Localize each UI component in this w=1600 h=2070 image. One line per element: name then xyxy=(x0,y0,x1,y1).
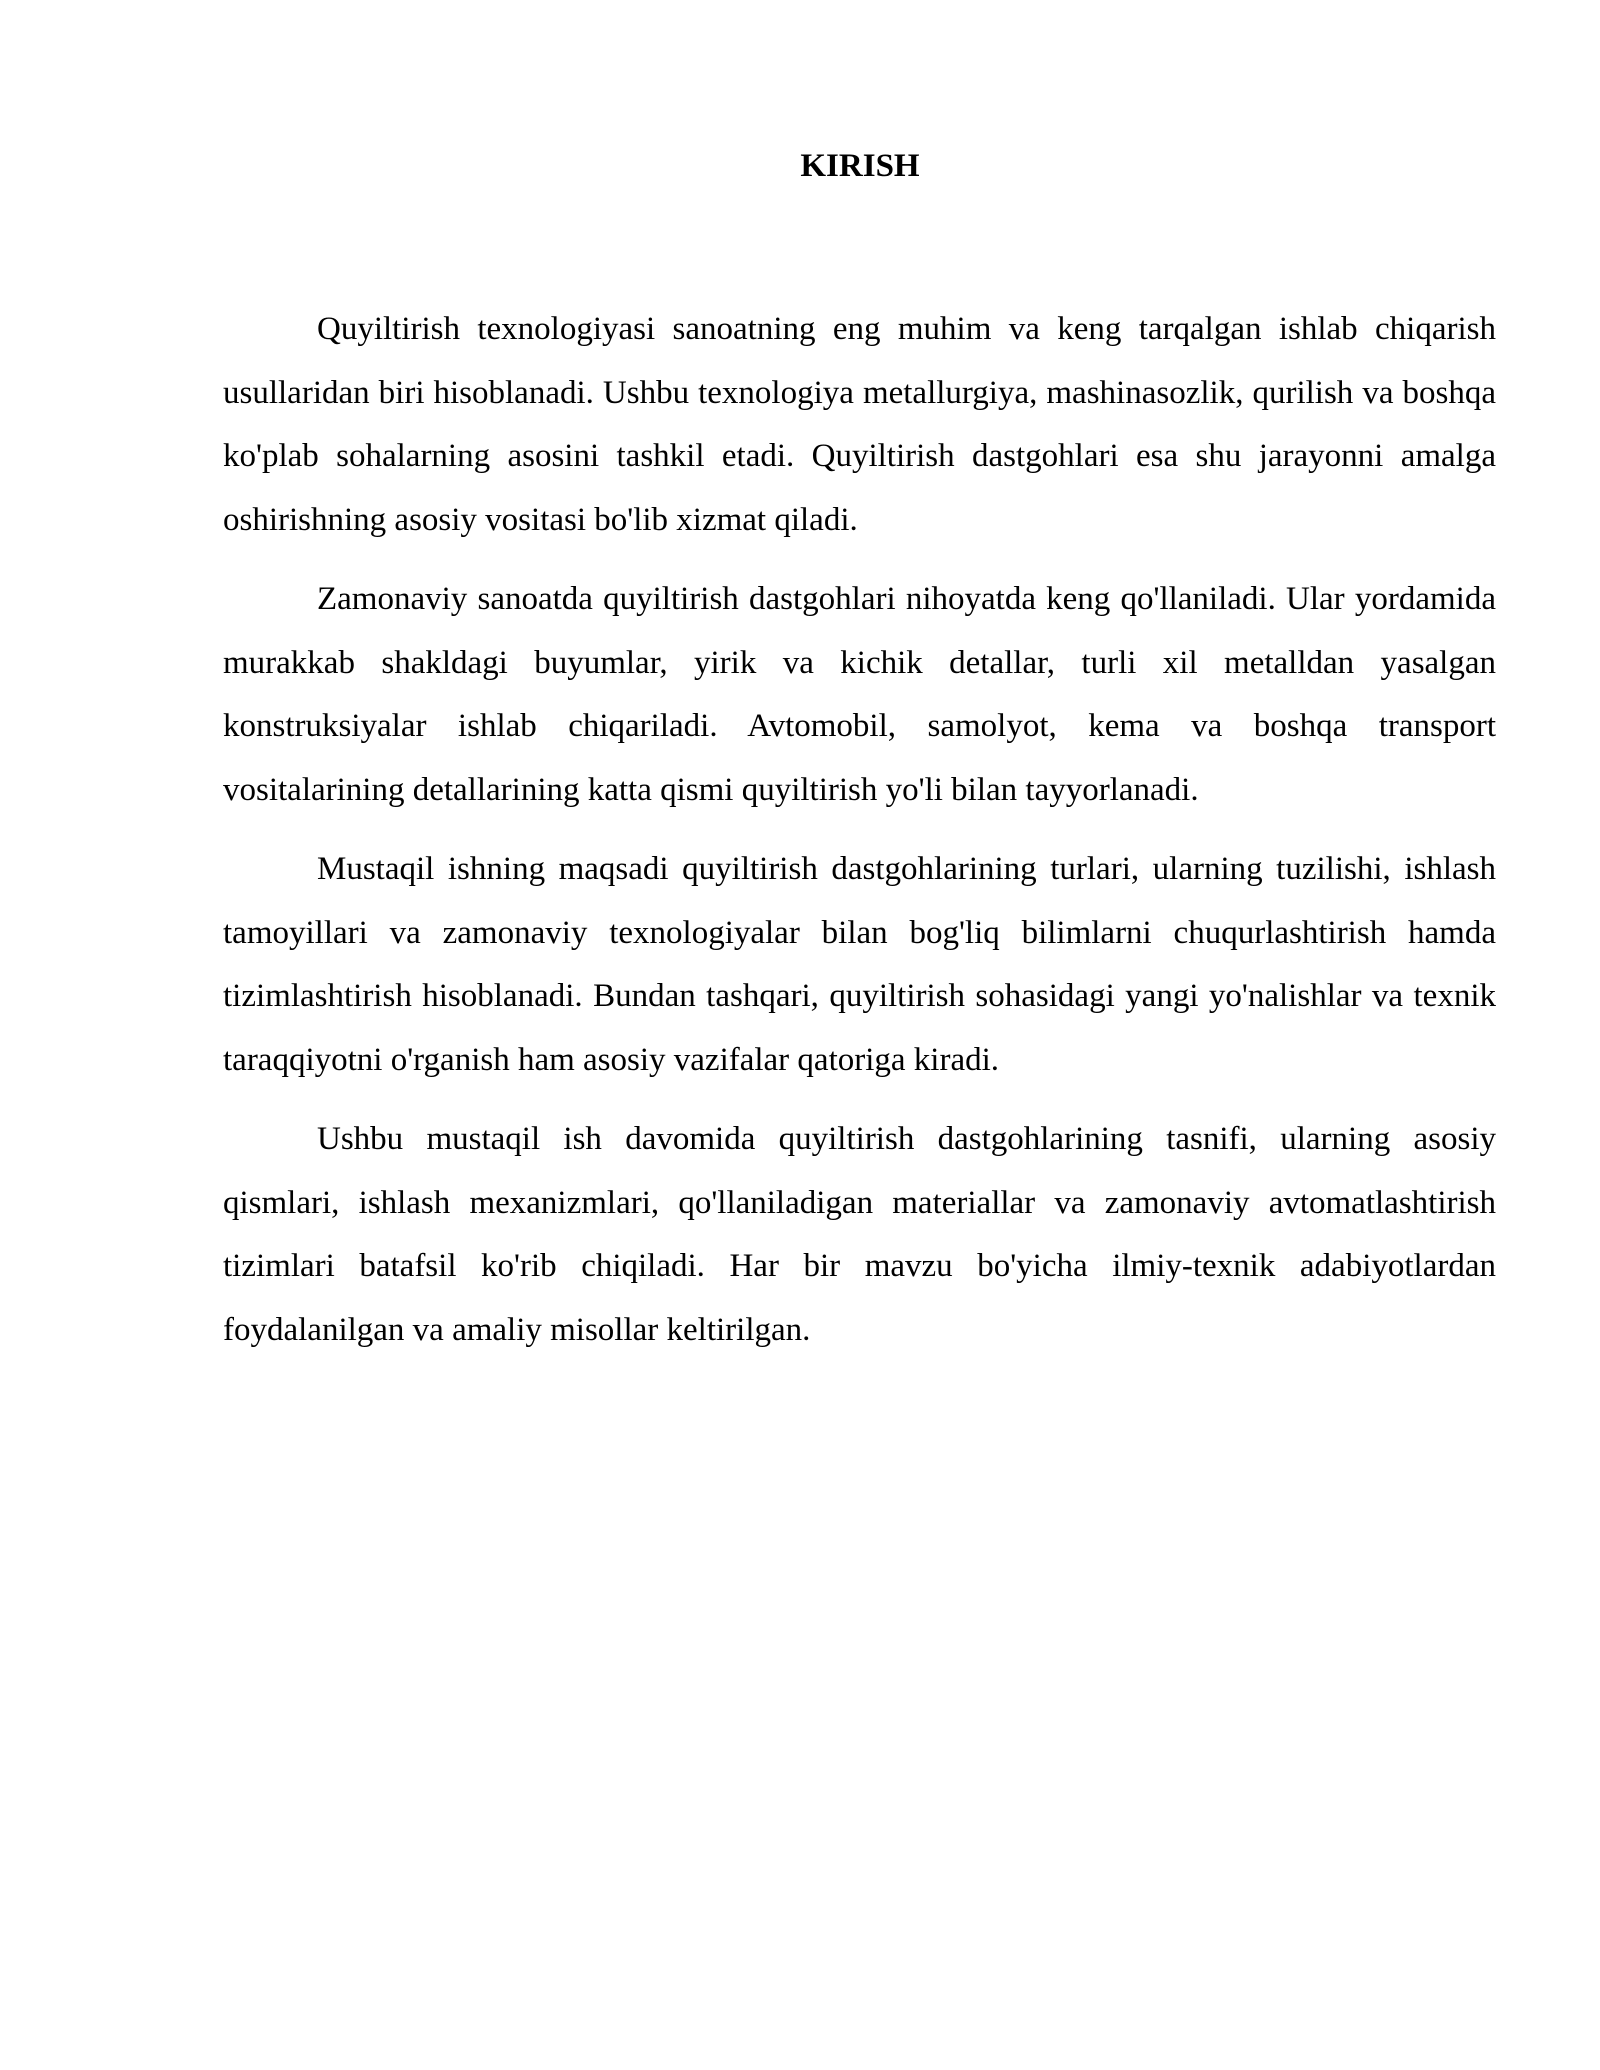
paragraph-2: Zamonaviy sanoatda quyiltirish dastgohlari nihoyatda keng qo'llaniladi. Ular yordamida murakkab shakldagi buyumlar, yirik va kichik detallar, turli xil metalldan yasalgan konstruksiyalar ishlab chiqariladi. Avtomobil, samolyot, kema va boshqa transport vositalarining detallarining katta qismi quyiltirish yo'li bilan tayyorlanadi. xyxy=(223,581,1496,808)
paragraph-3: Mustaqil ishning maqsadi quyiltirish dastgohlarining turlari, ularning tuzilishi, ishlash tamoyillari va zamonaviy texnologiyalar bilan bog'liq bilimlarni chuqurlashtirish hamda tizimlashtirish hisoblanadi. Bundan tashqari, quyiltirish sohasidagi yangi yo'nalishlar va texnik taraqqiyotni o'rganish ham asosiy vazifalar qatoriga kiradi. xyxy=(223,851,1496,1078)
paragraph-4: Ushbu mustaqil ish davomida quyiltirish dastgohlarining tasnifi, ularning asosiy qismlari, ishlash mexanizmlari, qo'llaniladigan materiallar va zamonaviy avtomatlashtirish tizimlari batafsil ko'rib chiqiladi. Har bir mavzu bo'yicha ilmiy-texnik adabiyotlardan foydalanilgan va amaliy misollar keltirilgan. xyxy=(223,1121,1496,1348)
paragraph-1: Quyiltirish texnologiyasi sanoatning eng muhim va keng tarqalgan ishlab chiqarish usullaridan biri hisoblanadi. Ushbu texnologiya metallurgiya, mashinasozlik, qurilish va boshqa ko'plab sohalarning asosini tashkil etadi. Quyiltirish dastgohlari esa shu jarayonni amalga oshirishning asosiy vositasi bo'lib xizmat qiladi. xyxy=(223,311,1496,538)
page-title: KIRISH xyxy=(800,148,920,184)
body-text xyxy=(223,298,1496,1378)
